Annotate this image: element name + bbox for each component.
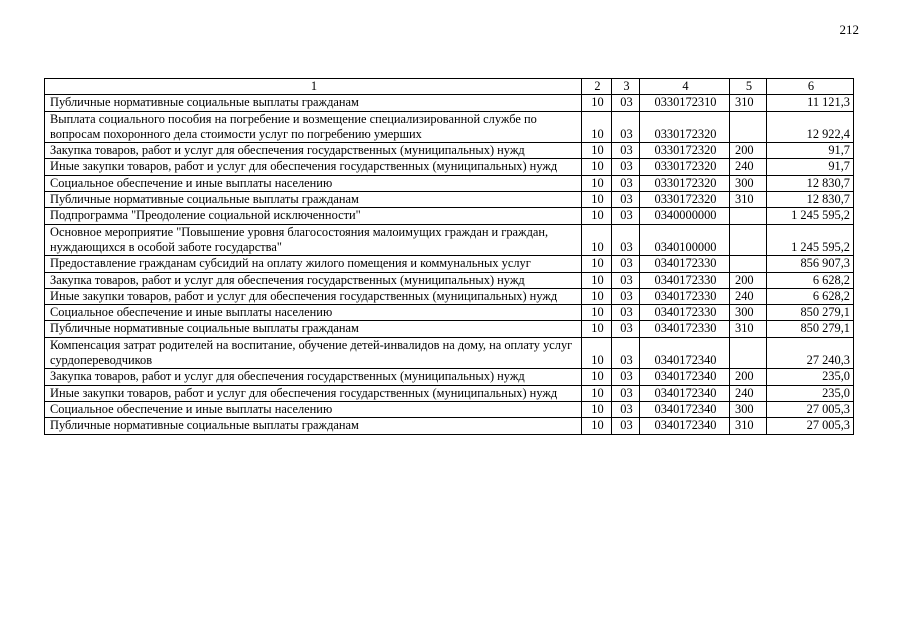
cell-subsection: 03	[612, 288, 640, 304]
header-col-2: 2	[582, 79, 612, 95]
cell-name: Социальное обеспечение и иные выплаты населению	[45, 175, 582, 191]
table-row	[45, 192, 854, 208]
cell-amount: 1 245 595,2	[767, 224, 854, 256]
cell-amount: 12 830,7	[767, 175, 854, 191]
cell-section: 10	[582, 208, 612, 224]
cell-subsection: 03	[612, 95, 640, 111]
table-row	[45, 256, 854, 272]
header-col-3: 3	[612, 79, 640, 95]
table-row	[45, 401, 854, 417]
cell-amount: 235,0	[767, 385, 854, 401]
table-row	[45, 272, 854, 288]
cell-section: 10	[582, 321, 612, 337]
cell-target-article: 0340172340	[640, 401, 730, 417]
cell-subsection: 03	[612, 208, 640, 224]
budget-table	[44, 78, 854, 435]
cell-name: Предоставление гражданам субсидий на оплату жилого помещения и коммунальных услуг	[45, 256, 582, 272]
cell-amount: 12 922,4	[767, 111, 854, 143]
cell-subsection: 03	[612, 256, 640, 272]
cell-name: Компенсация затрат родителей на воспитание, обучение детей-инвалидов на дому, на оплату услуг сурдопереводчиков	[45, 337, 582, 369]
cell-target-article: 0340172330	[640, 288, 730, 304]
cell-name: Подпрограмма "Преодоление социальной исключенности"	[45, 208, 582, 224]
cell-amount: 1 245 595,2	[767, 208, 854, 224]
table-row	[45, 208, 854, 224]
cell-amount: 235,0	[767, 369, 854, 385]
page-number: 212	[839, 22, 859, 37]
cell-name: Публичные нормативные социальные выплаты гражданам	[45, 321, 582, 337]
cell-name: Публичные нормативные социальные выплаты гражданам	[45, 192, 582, 208]
cell-expense-type: 200	[730, 272, 767, 288]
table-row	[45, 385, 854, 401]
cell-expense-type: 310	[730, 95, 767, 111]
table-row	[45, 321, 854, 337]
cell-target-article: 0340172340	[640, 385, 730, 401]
table-body	[45, 95, 854, 434]
cell-section: 10	[582, 111, 612, 143]
cell-amount: 6 628,2	[767, 288, 854, 304]
cell-expense-type: 300	[730, 401, 767, 417]
cell-name: Социальное обеспечение и иные выплаты населению	[45, 401, 582, 417]
cell-expense-type: 310	[730, 192, 767, 208]
cell-expense-type: 200	[730, 143, 767, 159]
cell-target-article: 0340172330	[640, 321, 730, 337]
cell-expense-type: 300	[730, 175, 767, 191]
cell-expense-type	[730, 111, 767, 143]
cell-expense-type	[730, 337, 767, 369]
header-col-4: 4	[640, 79, 730, 95]
cell-amount: 850 279,1	[767, 321, 854, 337]
cell-target-article: 0330172310	[640, 95, 730, 111]
cell-target-article: 0330172320	[640, 175, 730, 191]
header-col-6: 6	[767, 79, 854, 95]
table-row	[45, 175, 854, 191]
header-row	[45, 79, 854, 95]
table-header	[45, 79, 854, 95]
cell-subsection: 03	[612, 224, 640, 256]
cell-target-article: 0330172320	[640, 159, 730, 175]
cell-expense-type	[730, 256, 767, 272]
table-row	[45, 369, 854, 385]
header-col-1: 1	[45, 79, 582, 95]
cell-target-article: 0330172320	[640, 111, 730, 143]
cell-section: 10	[582, 369, 612, 385]
table-row	[45, 95, 854, 111]
cell-subsection: 03	[612, 418, 640, 434]
cell-target-article: 0340100000	[640, 224, 730, 256]
cell-target-article: 0340172340	[640, 418, 730, 434]
cell-target-article: 0340000000	[640, 208, 730, 224]
table-row	[45, 224, 854, 256]
cell-amount: 27 005,3	[767, 401, 854, 417]
cell-section: 10	[582, 401, 612, 417]
cell-name: Основное мероприятие "Повышение уровня благосостояния малоимущих граждан и граждан, нуждающихся в особой заботе государства"	[45, 224, 582, 256]
cell-target-article: 0340172330	[640, 256, 730, 272]
cell-amount: 850 279,1	[767, 305, 854, 321]
table-row	[45, 337, 854, 369]
cell-subsection: 03	[612, 143, 640, 159]
cell-section: 10	[582, 95, 612, 111]
cell-section: 10	[582, 256, 612, 272]
table-row	[45, 143, 854, 159]
cell-section: 10	[582, 305, 612, 321]
cell-section: 10	[582, 159, 612, 175]
cell-subsection: 03	[612, 321, 640, 337]
table-row	[45, 418, 854, 434]
cell-name: Закупка товаров, работ и услуг для обеспечения государственных (муниципальных) нужд	[45, 272, 582, 288]
cell-amount: 91,7	[767, 143, 854, 159]
cell-expense-type: 240	[730, 288, 767, 304]
cell-subsection: 03	[612, 337, 640, 369]
cell-expense-type: 200	[730, 369, 767, 385]
cell-section: 10	[582, 224, 612, 256]
cell-amount: 27 005,3	[767, 418, 854, 434]
cell-name: Социальное обеспечение и иные выплаты населению	[45, 305, 582, 321]
cell-subsection: 03	[612, 159, 640, 175]
cell-target-article: 0340172330	[640, 272, 730, 288]
cell-subsection: 03	[612, 272, 640, 288]
cell-section: 10	[582, 143, 612, 159]
cell-section: 10	[582, 418, 612, 434]
cell-subsection: 03	[612, 369, 640, 385]
cell-target-article: 0330172320	[640, 192, 730, 208]
cell-expense-type	[730, 224, 767, 256]
cell-amount: 91,7	[767, 159, 854, 175]
cell-expense-type: 310	[730, 321, 767, 337]
cell-section: 10	[582, 337, 612, 369]
cell-expense-type: 310	[730, 418, 767, 434]
cell-subsection: 03	[612, 111, 640, 143]
cell-expense-type	[730, 208, 767, 224]
cell-subsection: 03	[612, 175, 640, 191]
cell-name: Закупка товаров, работ и услуг для обеспечения государственных (муниципальных) нужд	[45, 369, 582, 385]
cell-section: 10	[582, 192, 612, 208]
cell-amount: 27 240,3	[767, 337, 854, 369]
cell-target-article: 0330172320	[640, 143, 730, 159]
cell-section: 10	[582, 175, 612, 191]
cell-subsection: 03	[612, 305, 640, 321]
table-row	[45, 305, 854, 321]
header-col-5: 5	[730, 79, 767, 95]
cell-expense-type: 240	[730, 385, 767, 401]
cell-amount: 856 907,3	[767, 256, 854, 272]
cell-target-article: 0340172340	[640, 369, 730, 385]
cell-name: Иные закупки товаров, работ и услуг для обеспечения государственных (муниципальных) нужд	[45, 159, 582, 175]
cell-amount: 11 121,3	[767, 95, 854, 111]
cell-amount: 6 628,2	[767, 272, 854, 288]
cell-subsection: 03	[612, 192, 640, 208]
cell-name: Публичные нормативные социальные выплаты гражданам	[45, 418, 582, 434]
cell-section: 10	[582, 272, 612, 288]
cell-name: Публичные нормативные социальные выплаты гражданам	[45, 95, 582, 111]
cell-expense-type: 240	[730, 159, 767, 175]
table-row	[45, 288, 854, 304]
cell-expense-type: 300	[730, 305, 767, 321]
table-row	[45, 159, 854, 175]
cell-amount: 12 830,7	[767, 192, 854, 208]
cell-section: 10	[582, 385, 612, 401]
cell-name: Иные закупки товаров, работ и услуг для обеспечения государственных (муниципальных) нужд	[45, 288, 582, 304]
cell-subsection: 03	[612, 401, 640, 417]
table-row	[45, 111, 854, 143]
cell-name: Выплата социального пособия на погребение и возмещение специализированной службе по вопросам похоронного дела стоимости услуг по погребению умерших	[45, 111, 582, 143]
cell-name: Закупка товаров, работ и услуг для обеспечения государственных (муниципальных) нужд	[45, 143, 582, 159]
cell-subsection: 03	[612, 385, 640, 401]
cell-target-article: 0340172340	[640, 337, 730, 369]
cell-target-article: 0340172330	[640, 305, 730, 321]
cell-name: Иные закупки товаров, работ и услуг для обеспечения государственных (муниципальных) нужд	[45, 385, 582, 401]
cell-section: 10	[582, 288, 612, 304]
